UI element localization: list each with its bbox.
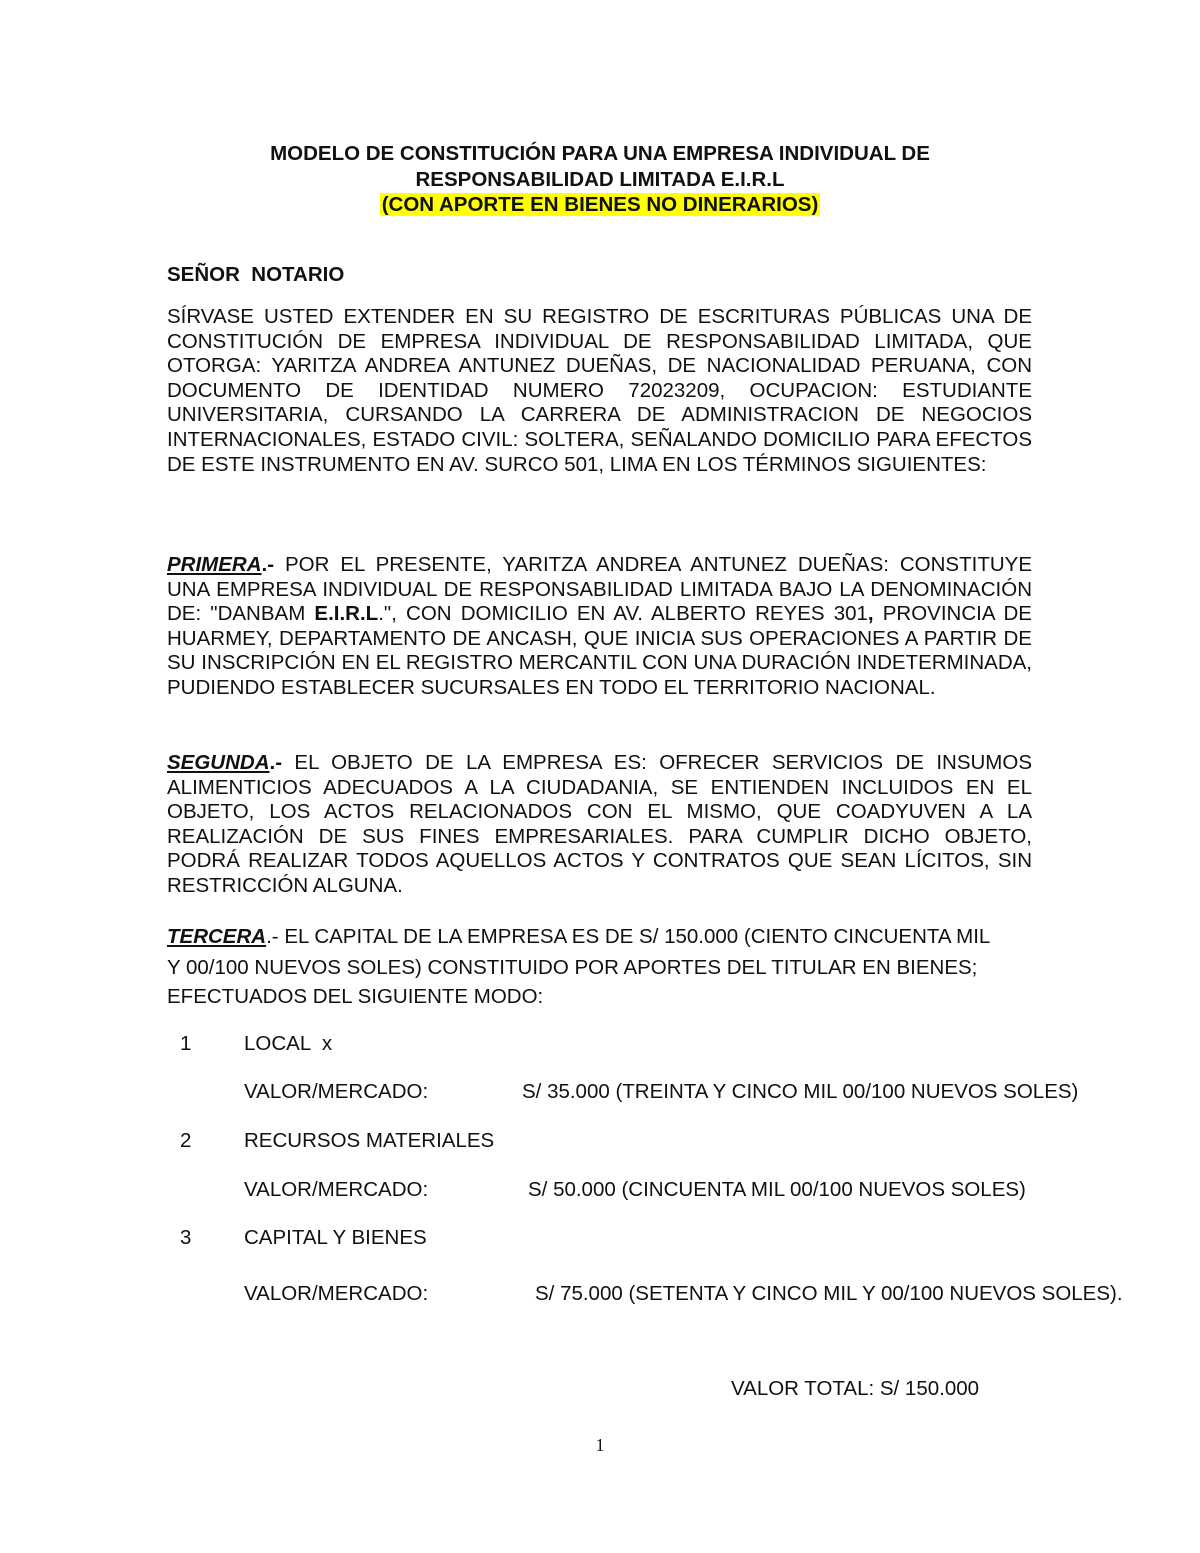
clause-sep-segunda: .-	[269, 751, 283, 774]
clause-sep-tercera: .-	[266, 925, 279, 948]
clause-primera	[167, 553, 1032, 701]
item-name: LOCAL x	[244, 1032, 333, 1055]
primera-text-b: .", CON DOMICILIO EN AV. ALBERTO REYES 301	[378, 602, 868, 626]
item-number: 3	[180, 1226, 192, 1249]
clause-tercera-line-1	[167, 925, 990, 949]
item-value: S/ 50.000 (CINCUENTA MIL 00/100 NUEVOS SOLES)	[528, 1178, 1026, 1201]
clause-sep-primera: .-	[261, 553, 275, 576]
clause-segunda	[167, 751, 1032, 899]
salutation: SEÑOR NOTARIO	[167, 263, 345, 286]
primera-comma: ,	[867, 602, 874, 626]
item-number: 1	[180, 1032, 192, 1055]
primera-text-a: POR EL PRESENTE, YARITZA ANDREA ANTUNEZ DUEÑAS: CONSTITUYE UNA EMPRESA INDIVIDUAL DE RESPONSABILIDAD LIMITADA BAJO LA DENOMINACIÓN DE: "DANBAM	[167, 553, 1032, 626]
item-value: S/ 75.000 (SETENTA Y CINCO MIL Y 00/100 NUEVOS SOLES).	[535, 1282, 1123, 1305]
tercera-line-3: EFECTUADOS DEL SIGUIENTE MODO:	[167, 985, 544, 1008]
intro-paragraph: SÍRVASE USTED EXTENDER EN SU REGISTRO DE ESCRITURAS PÚBLICAS UNA DE CONSTITUCIÓN DE EMPRESA INDIVIDUAL DE RESPONSABILIDAD LIMITADA, QUE OTORGA: YARITZA ANDREA ANTUNEZ DUEÑAS, DE NACIONALIDAD PERUANA, CON DOCUMENTO DE IDENTIDAD NUMERO 72023209, OCUPACION: ESTUDIANTE UNIVERSITARIA, CURSANDO LA CARRERA DE ADMINISTRACION DE NEGOCIOS INTERNACIONALES, ESTADO CIVIL: SOLTERA, SEÑALANDO DOMICILIO PARA EFECTOS DE ESTE INSTRUMENTO EN AV. SURCO 501, LIMA EN LOS TÉRMINOS SIGUIENTES:	[167, 305, 1032, 476]
item-name: RECURSOS MATERIALES	[244, 1129, 495, 1152]
clause-label-tercera: TERCERA	[167, 925, 267, 948]
clause-label-primera: PRIMERA	[167, 553, 262, 576]
clause-label-segunda: SEGUNDA	[167, 751, 270, 774]
company-type-bold: E.I.R.L	[314, 602, 379, 626]
primera-text-c: PROVINCIA DE HUARMEY, DEPARTAMENTO DE ANCASH, QUE INICIA SUS OPERACIONES A PARTIR DE SU INSCRIPCIÓN EN EL REGISTRO MERCANTIL CON UNA DURACIÓN INDETERMINADA, PUDIENDO ESTABLECER SUCURSALES EN TODO EL TERRITORIO NACIONAL.	[167, 602, 1032, 699]
tercera-line-2: Y 00/100 NUEVOS SOLES) CONSTITUIDO POR APORTES DEL TITULAR EN BIENES;	[167, 956, 978, 979]
segunda-text: EL OBJETO DE LA EMPRESA ES: OFRECER SERVICIOS DE INSUMOS ALIMENTICIOS ADECUADOS A LA CIUDADANIA, SE ENTIENDEN INCLUIDOS EN EL OBJETO, LOS ACTOS RELACIONADOS CON EL MISMO, QUE COADYUVEN A LA REALIZACIÓN DE SUS FINES EMPRESARIALES. PARA CUMPLIR DICHO OBJETO, PODRÁ REALIZAR TODOS AQUELLOS ACTOS Y CONTRATOS QUE SEAN LÍCITOS, SIN RESTRICCIÓN ALGUNA.	[167, 751, 1032, 897]
title-line-2: RESPONSABILIDAD LIMITADA E.I.R.L	[415, 168, 785, 191]
title-line-1: MODELO DE CONSTITUCIÓN PARA UNA EMPRESA INDIVIDUAL DE	[270, 142, 930, 165]
highlighted-subtitle: (CON APORTE EN BIENES NO DINERARIOS)	[381, 193, 819, 216]
item-value-label: VALOR/MERCADO:	[244, 1080, 429, 1103]
total-value: VALOR TOTAL: S/ 150.000	[731, 1377, 980, 1400]
item-number: 2	[180, 1129, 192, 1152]
page-number: 1	[595, 1435, 605, 1455]
item-value-label: VALOR/MERCADO:	[244, 1178, 429, 1201]
item-value-label: VALOR/MERCADO:	[244, 1282, 429, 1305]
title-subtitle	[0, 192, 1200, 218]
tercera-line-1: EL CAPITAL DE LA EMPRESA ES DE S/ 150.000 (CIENTO CINCUENTA MIL	[278, 925, 991, 948]
item-name: CAPITAL Y BIENES	[244, 1226, 427, 1249]
item-value: S/ 35.000 (TREINTA Y CINCO MIL 00/100 NUEVOS SOLES)	[522, 1080, 1079, 1103]
